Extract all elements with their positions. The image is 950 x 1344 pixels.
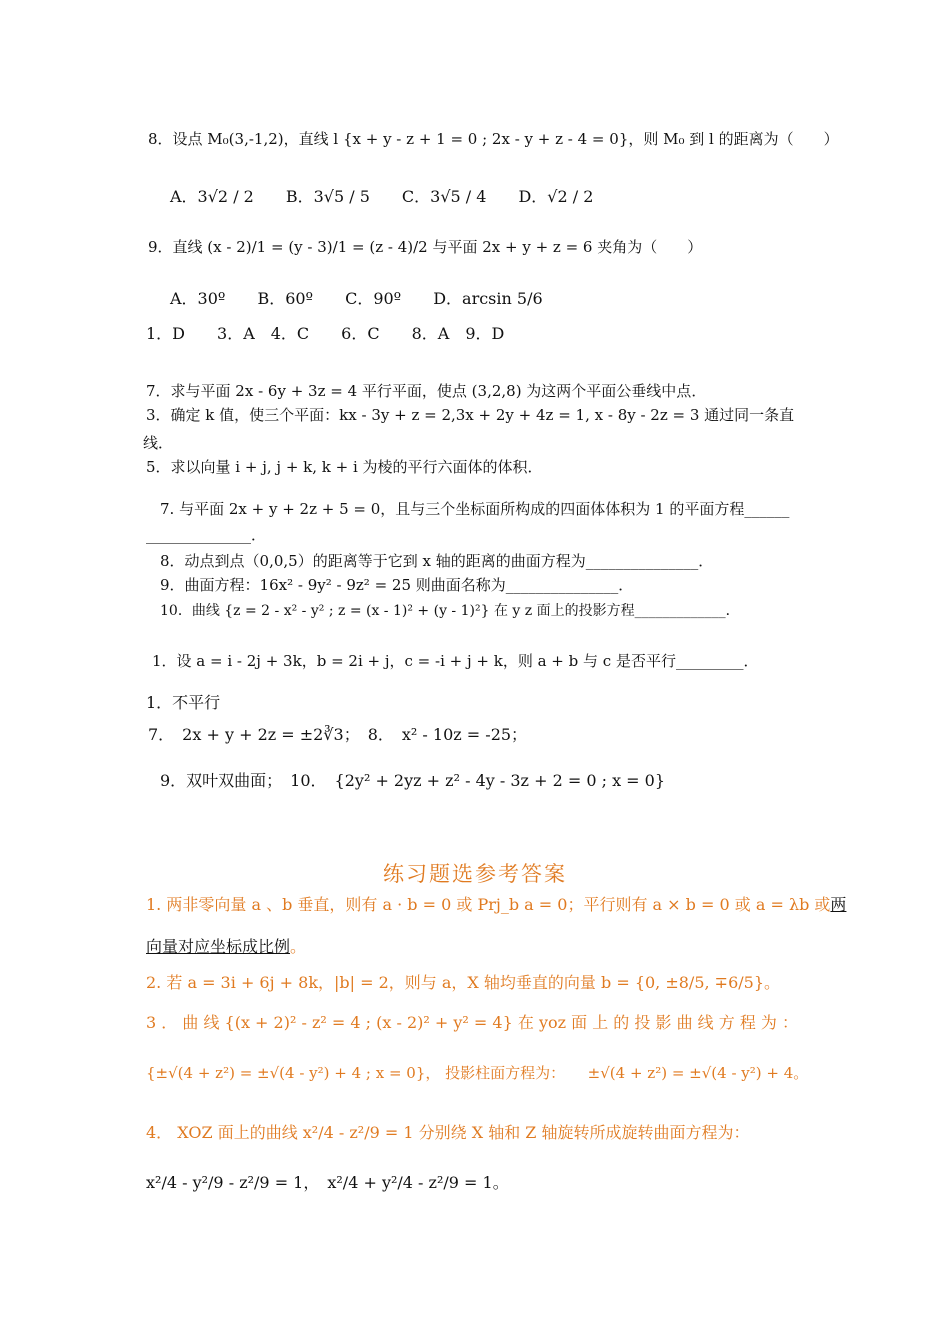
answers-1: 1．D 3．A 4．C 6．C 8．A 9．D — [146, 324, 505, 343]
ref-1-underlined: 向量对应坐标成比例 — [146, 937, 291, 956]
q9-options: A．30º B．60º C．90º D．arcsin 5/6 — [170, 289, 543, 308]
fill-8: 8．动点到点（0,0,5）的距离等于它到 x 轴的距离的曲面方程为_______________． — [160, 552, 714, 570]
q9-line: 9．直线 (x - 2)/1 = (y - 3)/1 = (z - 4)/2 与平面 2x + y + z = 6 夹角为（ ） — [148, 238, 703, 256]
ref-4-line1: 4． XOZ 面上的曲线 x²/4 - z²/9 = 1 分别绕 X 轴和 Z 轴旋转所成旋转曲面方程为： — [146, 1123, 750, 1142]
reference-title: 练习题选参考答案 — [383, 862, 567, 886]
problem-3-line1: 3．确定 k 值，使三个平面：kx - 3y + z = 2,3x + 2y + 4z = 1, x - 8y - 2z = 3 通过同一条直 — [146, 406, 795, 424]
problem-5: 5．求以向量 i + j, j + k, k + i 为棱的平行六面体的体积． — [146, 458, 543, 476]
ref-1-end: 。 — [290, 937, 307, 956]
fill-1: 1．设 a = i - 2j + 3k，b = 2i + j，c = -i + j + k，则 a + b 与 c 是否平行_________． — [152, 652, 759, 670]
q8-options: A．3√2 / 2 B．3√5 / 5 C．3√5 / 4 D．√2 / 2 — [170, 187, 594, 206]
ref-4-line2: x²/4 - y²/9 - z²/9 = 1， x²/4 + y²/4 - z²/9 = 1。 — [146, 1173, 509, 1192]
ref-1-underline-start: 两 — [830, 895, 847, 914]
answer-9-10: 9．双叶双曲面； 10． {2y² + 2yz + z² - 4y - 3z + 2 = 0 ; x = 0} — [160, 771, 666, 790]
ref-3-line1: 3 ． 曲 线 {(x + 2)² - z² = 4 ; (x - 2)² + y² = 4} 在 yoz 面 上 的 投 影 曲 线 方 程 为 ： — [146, 1013, 798, 1032]
ref-3-line2: {±√(4 + z²) = ±√(4 - y²) + 4 ; x = 0}， 投影柱面方程为： ±√(4 + z²) = ±√(4 - y²) + 4。 — [146, 1064, 809, 1082]
fill-10: 10．曲线 {z = 2 - x² - y² ; z = (x - 1)² + (y - 1)²} 在 y z 面上的投影方程_____________． — [160, 603, 740, 619]
ref-1-line1 — [146, 894, 846, 916]
fill-7-line2: ______________． — [146, 526, 267, 544]
answer-7-8: 7． 2x + y + 2z = ±2∛3； 8． x² - 10z = -25； — [148, 725, 528, 744]
ref-1-text: 1. 两非零向量 a 、b 垂直，则有 a · b = 0 或 Prj_b a = 0；平行则有 a × b = 0 或 a = λb 或 — [146, 895, 831, 914]
fill-7-line1: 7. 与平面 2x + y + 2z + 5 = 0，且与三个坐标面所构成的四面体体积为 1 的平面方程______ — [160, 500, 790, 518]
problem-7: 7．求与平面 2x - 6y + 3z = 4 平行平面，使点 (3,2,8) 为这两个平面公垂线中点． — [146, 382, 707, 400]
ref-2: 2. 若 a = 3i + 6j + 8k，|b| = 2，则与 a，X 轴均垂直的向量 b = {0, ±8/5, ∓6/5}。 — [146, 973, 781, 992]
ref-1-line2 — [146, 936, 306, 958]
answer-1: 1．不平行 — [146, 693, 221, 712]
q8-line: 8．设点 M₀(3,-1,2)，直线 l {x + y - z + 1 = 0 ; 2x - y + z - 4 = 0}，则 M₀ 到 l 的距离为（ ） — [148, 130, 839, 148]
problem-3-line2: 线． — [143, 434, 174, 452]
fill-9: 9．曲面方程：16x² - 9y² - 9z² = 25 则曲面名称为_______________． — [160, 576, 634, 594]
